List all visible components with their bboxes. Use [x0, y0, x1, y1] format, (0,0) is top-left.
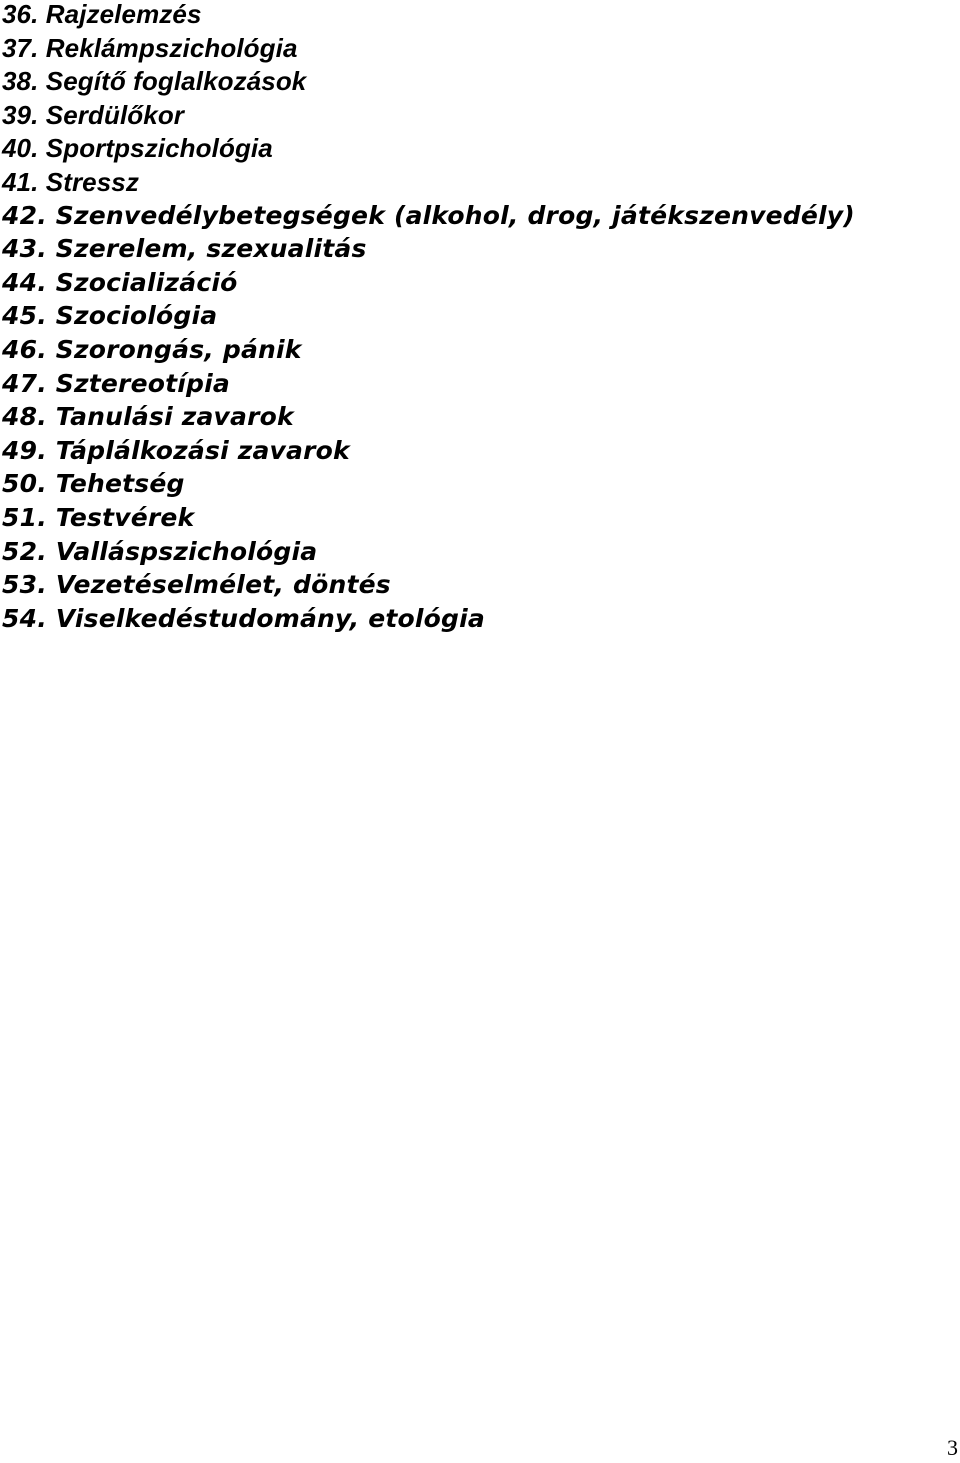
topic-item: 39. Serdülőkor [2, 99, 185, 130]
topic-item: 46. Szorongás, pánik [2, 334, 302, 364]
topic-list [2, 0, 855, 638]
topic-item: 38. Segítő foglalkozások [2, 66, 307, 97]
topic-item: 41. Stressz [2, 166, 139, 197]
topic-item: 42. Szenvedélybetegségek (alkohol, drog, játékszenvedély) [2, 200, 855, 230]
topic-item: 50. Tehetség [2, 469, 185, 499]
topic-item: 45. Szociológia [2, 301, 218, 331]
topic-item: 36. Rajzelemzés [2, 0, 202, 29]
topic-item: 40. Sportpszichológia [2, 133, 273, 164]
topic-item: 37. Reklámpszichológia [2, 32, 298, 63]
topic-item: 48. Tanulási zavarok [2, 402, 294, 432]
topic-item: 53. Vezetéselmélet, döntés [2, 570, 391, 600]
topic-item: 51. Testvérek [2, 502, 195, 532]
topic-item: 54. Viselkedéstudomány, etológia [2, 603, 485, 633]
topic-item: 43. Szerelem, szexualitás [2, 234, 367, 264]
page-number: 3 [947, 1435, 958, 1460]
topic-item: 49. Táplálkozási zavarok [2, 435, 350, 465]
topic-item: 47. Sztereotípia [2, 368, 230, 398]
topic-item: 44. Szocializáció [2, 267, 238, 297]
topic-item: 52. Valláspszichológia [2, 536, 318, 566]
